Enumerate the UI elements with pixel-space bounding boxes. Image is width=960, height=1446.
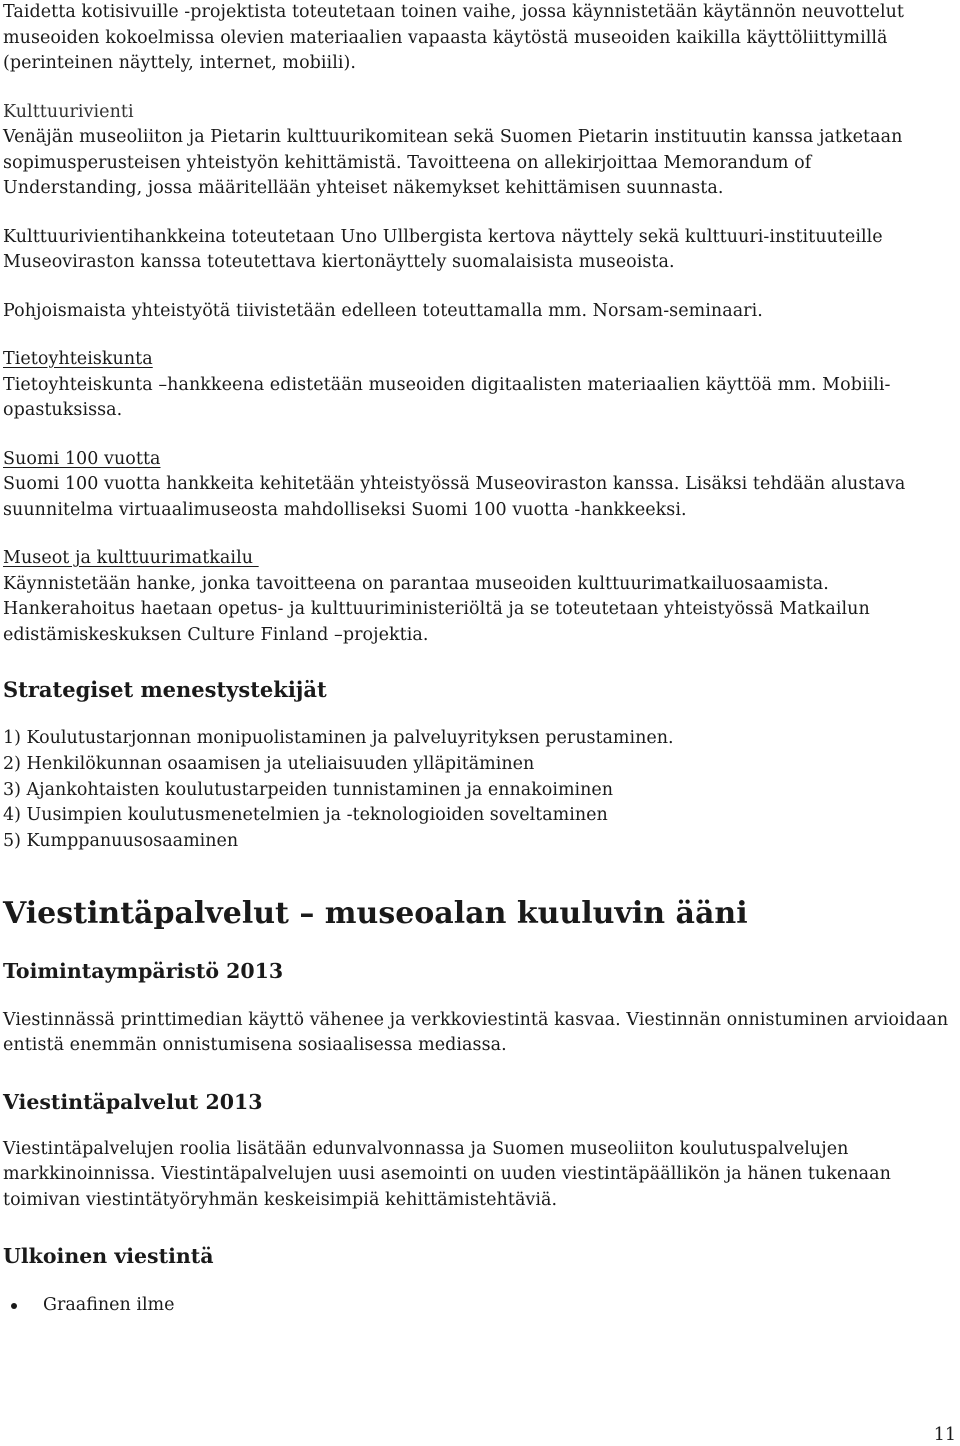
kulttuurivienti-paragraph-2: Kulttuurivientihankkeina toteutetaan Uno Ullbergista kertova näyttely sekä kulttuuri-instituuteille Museoviraston kanssa toteutettava kiertonäyttely suomalaisista museoista. — [3, 226, 883, 272]
list-item-label: Graafinen ilme — [43, 1295, 175, 1316]
list-item: 5) Kumppanuusosaaminen — [3, 831, 239, 852]
viestintapalvelut-paragraph: Viestintäpalvelujen roolia lisätään edunvalvonnassa ja Suomen museoliiton koulutuspalvelujen markkinoinnissa. Viestintäpalvelujen uusi asemointi on uuden viestintäpäällikön ja hänen tukenaan toimivan viestintätyöryhmän keskeisimpiä kehittämistehtäviä. — [3, 1138, 891, 1210]
ulkoinen-viestinta-list — [3, 1293, 955, 1319]
viestintapalvelut-heading: Viestintäpalvelut 2013 — [3, 1089, 263, 1114]
toimintaymparisto-heading: Toimintaympäristö 2013 — [3, 958, 284, 983]
viestinta-title: Viestintäpalvelut – museoalan kuuluvin ääni — [3, 895, 748, 931]
tietoyhteiskunta-paragraph: Tietoyhteiskunta –hankkeena edistetään museoiden digitaalisten materiaalien käyttöä mm. Mobiili-opastuksissa. — [3, 374, 891, 420]
list-item: 3) Ajankohtaisten koulutustarpeiden tunnistaminen ja ennakoiminen — [3, 779, 614, 800]
ulkoinen-viestinta-heading: Ulkoinen viestintä — [3, 1244, 214, 1269]
suomi100-paragraph: Suomi 100 vuotta hankkeita kehitetään yhteistyössä Museoviraston kanssa. Lisäksi tehdään alustava suunnitelma virtuaalimuseosta mahdolliseksi Suomi 100 vuotta -hankkeeksi. — [3, 474, 906, 520]
list-item — [3, 1293, 955, 1319]
kulttuurivienti-heading: Kulttuurivienti — [3, 101, 134, 122]
tietoyhteiskunta-heading: Tietoyhteiskunta — [3, 349, 153, 369]
kulttuurivienti-paragraph-3: Pohjoismaista yhteistyötä tiivistetään edelleen toteuttamalla mm. Norsam-seminaari. — [3, 300, 763, 321]
museot-paragraph: Käynnistetään hanke, jonka tavoitteena on parantaa museoiden kulttuurimatkailuosaamista. Hankerahoitus haetaan opetus- ja kulttuuriministeriöltä ja se toteutetaan yhteistyössä Matkailun edistämiskeskuksen Culture Finland –projektia. — [3, 573, 870, 645]
intro-paragraph: Taidetta kotisivuille -projektista toteutetaan toinen vaihe, jossa käynnistetään käytännön neuvottelut museoiden kokoelmissa olevien materiaalien vapaasta käytöstä museoiden kaikilla käyttöliittymillä (perinteinen näyttely, internet, mobiili). — [3, 2, 904, 73]
museot-heading: Museot ja kulttuurimatkailu — [3, 548, 259, 568]
bullet-icon — [11, 1303, 17, 1309]
kulttuurivienti-paragraph-1: Venäjän museoliiton ja Pietarin kulttuurikomitean sekä Suomen Pietarin instituutin kanssa jatketaan sopimusperusteisen yhteistyön kehittämistä. Tavoitteena on allekirjoittaa Memorandum of Understanding, jossa määritellään yhteiset näkemykset kehittämisen suunnasta. — [3, 127, 903, 198]
page-number: 11 — [933, 1425, 956, 1445]
strategiset-heading: Strategiset menestystekijät — [3, 677, 327, 702]
toimintaymparisto-paragraph: Viestinnässä printtimedian käyttö vähenee ja verkkoviestintä kasvaa. Viestinnän onnistuminen arvioidaan entistä enemmän onnistumisena sosiaalisessa mediassa. — [3, 1009, 949, 1056]
list-item: 2) Henkilökunnan osaamisen ja uteliaisuuden ylläpitäminen — [3, 753, 535, 774]
list-item: 1) Koulutustarjonnan monipuolistaminen ja palveluyrityksen perustaminen. — [3, 728, 674, 748]
suomi100-heading: Suomi 100 vuotta — [3, 448, 161, 469]
list-item: 4) Uusimpien koulutusmenetelmien ja -teknologioiden soveltaminen — [3, 805, 608, 826]
strategiset-list — [3, 726, 955, 855]
document-page — [3, 0, 955, 1319]
